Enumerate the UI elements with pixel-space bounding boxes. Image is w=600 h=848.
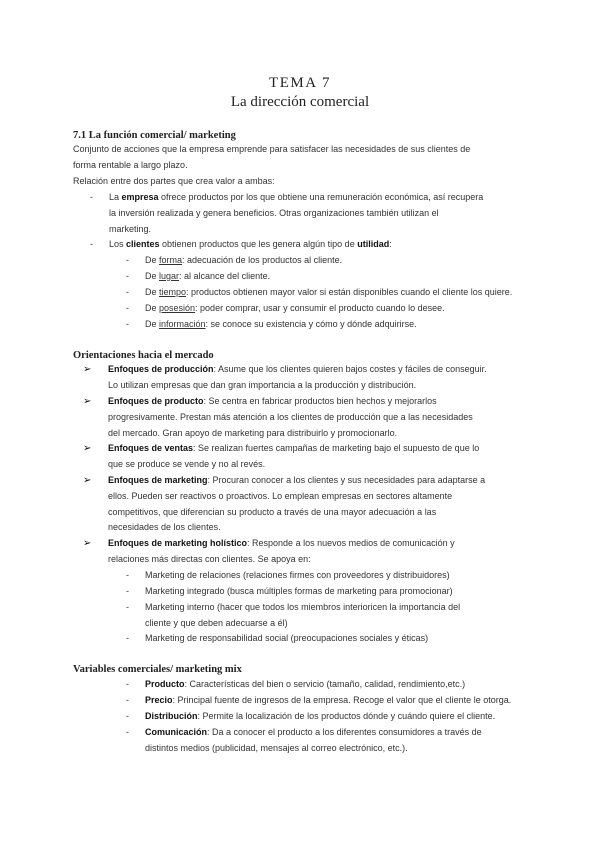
text: : se conoce su existencia y cómo y dónde adquirirse. <box>205 319 417 329</box>
text: Marketing interno (hacer que todos los miembros interioricen la importancia del <box>145 602 461 612</box>
text: De <box>145 287 160 297</box>
text: : Principal fuente de ingresos de la empresa. Recoge el valor que el cliente le otorga. <box>172 695 512 705</box>
dash-marker: - <box>126 303 129 313</box>
text: relaciones más directas con clientes. Se apoya en: <box>108 553 311 564</box>
term-distribucion: Distribución <box>145 711 198 721</box>
term-producto: Producto <box>145 679 185 689</box>
dash-marker: - <box>126 679 129 689</box>
text: De <box>145 271 160 281</box>
holistico-item-interno <box>126 600 461 632</box>
text: : Características del bien o servicio (tamaño, calidad, rendimiento,etc.) <box>184 679 466 689</box>
list-item-empresa <box>90 190 484 237</box>
arrow-bullet-icon: ➢ <box>83 538 92 549</box>
term-comunicacion: Comunicación <box>145 727 208 737</box>
text: cliente y que deben adecuarse a él) <box>145 617 288 628</box>
text: la inversión realizada y genera beneficios. Otras organizaciones también utilizan el <box>109 207 439 218</box>
text: : <box>389 239 392 249</box>
list-item-clientes <box>90 237 392 253</box>
text: : Se realizan fuertes campañas de marketing bajo el supuesto de que lo <box>193 443 480 453</box>
term-clientes: clientes <box>126 239 160 249</box>
text: competitivos, que diferencian su producto a través de una mayor adecuación a las <box>108 506 437 517</box>
dash-marker: - <box>126 271 129 281</box>
text: Marketing integrado (busca múltiples formas de marketing para promocionar) <box>145 586 453 596</box>
text: Los <box>109 239 127 249</box>
mix-item-distribucion <box>126 709 496 725</box>
term-empresa: empresa <box>121 192 159 202</box>
enfoque-producto <box>83 394 473 441</box>
dash-marker: - <box>90 239 93 249</box>
term-enfoque: Enfoques de marketing holístico <box>108 538 248 548</box>
term-enfoque: Enfoques de marketing <box>108 475 208 485</box>
term-lugar: lugar <box>159 271 180 281</box>
text: marketing. <box>109 223 152 234</box>
dash-marker: - <box>126 633 129 643</box>
dash-marker: - <box>126 727 129 737</box>
text: : Responde a los nuevos medios de comunicación y <box>247 538 455 548</box>
term-precio: Precio <box>145 695 173 705</box>
text: Marketing de responsabilidad social (preocupaciones sociales y éticas) <box>145 633 429 643</box>
term-enfoque: Enfoques de producción <box>108 364 214 374</box>
text: Lo utilizan empresas que dan gran importancia a la producción y distribución. <box>108 379 417 390</box>
term-enfoque: Enfoques de ventas <box>108 443 194 453</box>
relation-line: Relación entre dos partes que crea valor a ambas: <box>73 176 275 186</box>
text: distintos medios (publicidad, mensajes al correo electrónico, etc.). <box>145 742 408 753</box>
text: : Procuran conocer a los clientes y sus necesidades para adaptarse a <box>207 475 486 485</box>
utilidad-item-informacion <box>126 317 417 333</box>
page-subtitle: La dirección comercial <box>230 94 370 110</box>
term-posesion: posesión <box>159 303 196 313</box>
text: progresivamente. Prestan más atención a los clientes de producción que a las necesidades <box>108 411 473 422</box>
text: : productos obtienen mayor valor si están disponibles cuando el cliente los quiere. <box>186 287 513 297</box>
dash-marker: - <box>126 695 129 705</box>
holistico-item-integrado <box>126 584 453 600</box>
enfoque-ventas <box>83 441 480 473</box>
intro-line-1: Conjunto de acciones que la empresa emprende para satisfacer las necesidades de sus clientes de <box>73 144 471 154</box>
utilidad-item-forma <box>126 253 343 269</box>
text: : Se centra en fabricar productos bien hechos y mejorarlos <box>203 396 437 406</box>
text: del mercado. Gran apoyo de marketing para distribuirlo y promocionarlo. <box>108 427 398 438</box>
text: : al alcance del cliente. <box>179 271 271 281</box>
text: obtienen productos que les genera algún tipo de <box>159 239 358 249</box>
holistico-item-relaciones <box>126 568 450 584</box>
arrow-bullet-icon: ➢ <box>83 475 92 486</box>
dash-marker: - <box>126 570 129 580</box>
dash-marker: - <box>90 192 93 202</box>
section-heading-orientaciones: Orientaciones hacia el mercado <box>73 350 214 361</box>
dash-marker: - <box>126 602 129 612</box>
term-tiempo: tiempo <box>159 287 187 297</box>
arrow-bullet-icon: ➢ <box>83 396 92 407</box>
text: De <box>145 303 160 313</box>
dash-marker: - <box>126 255 129 265</box>
text: ellos. Pueden ser reactivos o proactivos. Lo emplean empresas en sectores altamente <box>108 490 453 501</box>
intro-line-2: forma rentable a largo plazo. <box>73 160 188 170</box>
mix-item-comunicacion <box>126 725 482 757</box>
dash-marker: - <box>126 586 129 596</box>
arrow-bullet-icon: ➢ <box>83 364 92 375</box>
mix-item-producto <box>126 677 466 693</box>
text: Marketing de relaciones (relaciones firmes con proveedores y distribuidores) <box>145 570 450 580</box>
text: : Asume que los clientes quieren bajos costes y fáciles de conseguir. <box>213 364 487 374</box>
utilidad-item-lugar <box>126 269 271 285</box>
text: La <box>109 192 122 202</box>
holistico-item-responsabilidad <box>126 631 429 647</box>
text: : Permite la localización de los productos dónde y cuándo quiere el cliente. <box>197 711 496 721</box>
mix-item-precio <box>126 693 512 709</box>
text: : poder comprar, usar y consumir el producto cuando lo desee. <box>195 303 445 313</box>
section-heading-funcion-comercial: 7.1 La función comercial/ marketing <box>73 130 236 141</box>
page-title: TEMA 7 <box>269 75 331 91</box>
text: que se produce se vende y no al revés. <box>108 458 266 469</box>
dash-marker: - <box>126 287 129 297</box>
text: De <box>145 319 160 329</box>
section-heading-variables-comerciales: Variables comerciales/ marketing mix <box>73 664 242 675</box>
term-informacion: información <box>159 319 206 329</box>
enfoque-produccion <box>83 362 487 394</box>
term-forma: forma <box>159 255 183 265</box>
utilidad-item-posesion <box>126 301 445 317</box>
text: De <box>145 255 160 265</box>
text: necesidades de los clientes. <box>108 522 221 533</box>
text: ofrece productos por los que obtiene una remuneración económica, así recupera <box>158 192 484 202</box>
dash-marker: - <box>126 319 129 329</box>
dash-marker: - <box>126 711 129 721</box>
term-utilidad: utilidad <box>357 239 390 249</box>
utilidad-item-tiempo <box>126 285 513 301</box>
term-enfoque: Enfoques de producto <box>108 396 204 406</box>
enfoque-marketing-holistico <box>83 536 455 568</box>
enfoque-marketing <box>83 473 486 536</box>
text: : adecuación de los productos al cliente. <box>182 255 343 265</box>
arrow-bullet-icon: ➢ <box>83 443 92 454</box>
text: : Da a conocer el producto a los diferentes consumidores a través de <box>207 727 482 737</box>
